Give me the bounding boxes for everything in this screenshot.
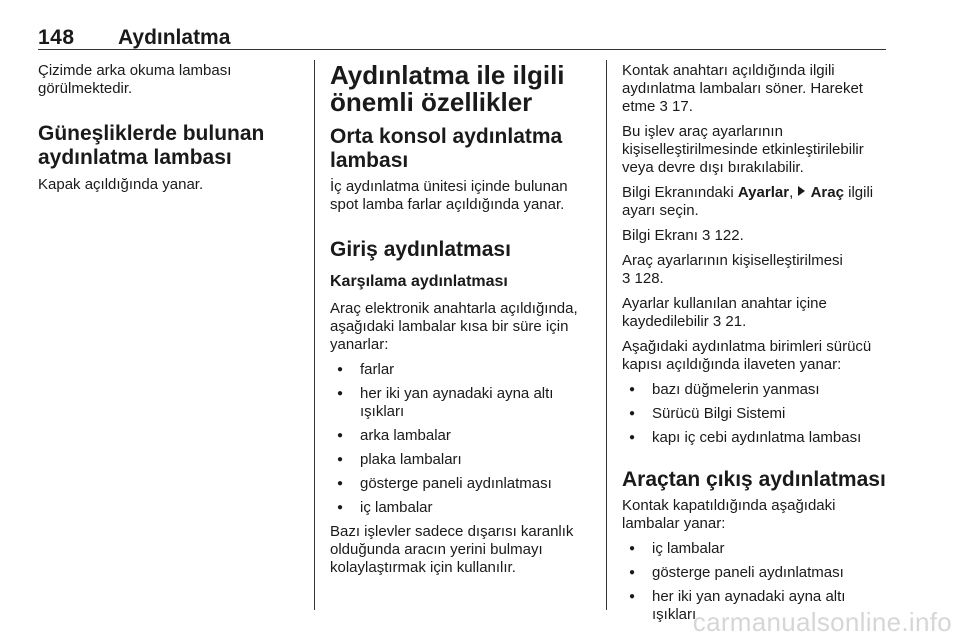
exit-text: Kontak kapatıldığında aşağıdaki lambalar yanar:: [622, 497, 836, 532]
list-item: ● iç lambalar: [622, 540, 890, 558]
list-item: ● iç lambalar: [330, 499, 588, 517]
list-item: ● kapı iç cebi aydınlatma lambası: [622, 429, 890, 447]
list-item: ● Sürücü Bilgi Sistemi: [622, 405, 890, 423]
page-header: [38, 26, 886, 50]
column-3: [622, 62, 890, 624]
page-ref[interactable]: 3 17.: [659, 98, 693, 115]
page-ref[interactable]: 3 128.: [622, 270, 664, 287]
list-item: ● gösterge paneli aydınlatması: [330, 475, 588, 493]
list-item: ● plaka lambaları: [330, 451, 588, 469]
console-text: İç aydınlatma ünitesi içinde bulunan spot lamba farlar açıldığında yanar.: [330, 178, 568, 213]
list-item: ● her iki yan aynadaki ayna altı ışıkları: [330, 385, 588, 421]
welcome-text: Araç elektronik anahtarla açıldığında, aşağıdaki lambalar kısa bir süre için yanarlar:: [330, 300, 578, 353]
column-divider-2: [606, 60, 607, 610]
entry-heading: Giriş aydınlatması: [330, 238, 511, 261]
paragraph-7: Aşağıdaki aydınlatma birimleri sürücü kapısı açıldığında ilaveten yanar:: [622, 338, 872, 373]
paragraph-1: Kontak anahtarı açıldığında ilgili aydınlatma lambaları söner. Hareket etme 3 17.: [622, 62, 863, 115]
list-item: ● gösterge paneli aydınlatması: [622, 564, 890, 582]
door-light-list: [622, 381, 890, 447]
list-item: ● bazı düğmelerin yanması: [622, 381, 890, 399]
arrow-right-icon: [797, 184, 806, 201]
menu-vehicle: Araç: [810, 184, 844, 201]
paragraph-5: Araç ayarlarının kişiselleştirilmesi 3 128.: [622, 252, 843, 287]
page-ref[interactable]: 3 21.: [712, 313, 747, 330]
list-item: ● farlar: [330, 361, 588, 379]
column-divider-1: [314, 60, 315, 610]
welcome-list: [330, 361, 588, 517]
section-title: Aydınlatma ile ilgili önemli özellikler: [330, 60, 565, 117]
page-number: 148: [38, 26, 75, 49]
watermark: carmanualsonline.info: [692, 607, 952, 637]
exit-heading: Araçtan çıkış aydınlatması: [622, 468, 886, 491]
welcome-outro: Bazı işlevler sadece dışarısı karanlık olduğunda aracın yerini bulmayı kolaylaştırmak için kullanılır.: [330, 523, 574, 576]
image-caption: Çizimde arka okuma lambası görülmektedir.: [38, 62, 232, 97]
paragraph-3: Bilgi Ekranındaki Ayarlar, Araç ilgili ayarı seçin.: [622, 184, 874, 219]
menu-settings: Ayarlar: [737, 184, 790, 201]
paragraph-6: Ayarlar kullanılan anahtar içine kaydedilebilir 3 21.: [622, 295, 827, 330]
list-item: ● arka lambalar: [330, 427, 588, 445]
paragraph-2: Bu işlev araç ayarlarının kişiselleştirilmesinde etkinleştirilebilir veya devre dışı bırakılabilir.: [622, 123, 864, 176]
sunvisor-text: Kapak açıldığında yanar.: [38, 176, 204, 193]
console-heading: Orta konsol aydınlatma lambası: [330, 125, 563, 172]
column-2: [330, 62, 588, 577]
sunvisor-heading: Güneşliklerde bulunan aydınlatma lambası: [38, 122, 265, 169]
page-ref[interactable]: 3 122.: [702, 227, 744, 244]
chapter-title: Aydınlatma: [118, 26, 231, 49]
welcome-subheading: Karşılama aydınlatması: [330, 273, 508, 290]
column-1: [38, 62, 300, 194]
header-rule: [38, 49, 886, 50]
list-item: ● her iki yan aynadaki ayna altı ışıkları: [622, 588, 890, 624]
paragraph-4: Bilgi Ekranı 3 122.: [622, 227, 744, 244]
